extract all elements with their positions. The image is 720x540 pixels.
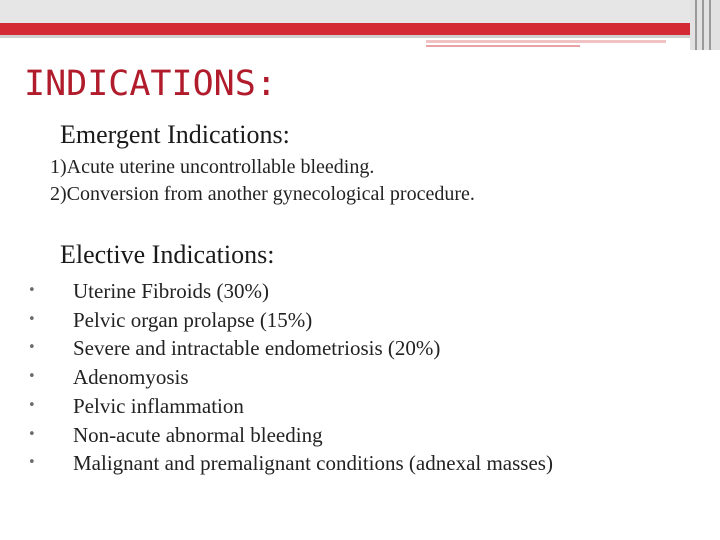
list-item	[28, 449, 628, 478]
corner-stripes	[690, 0, 720, 50]
elective-heading: Elective Indications:	[60, 240, 275, 269]
list-item-text: Adenomyosis	[73, 365, 189, 390]
emergent-heading: Emergent Indications:	[60, 120, 290, 149]
list-item-text: Malignant and premalignant conditions (adnexal masses)	[73, 451, 553, 476]
bullet-icon: •	[28, 397, 36, 413]
list-item	[28, 277, 628, 306]
slide-title: INDICATIONS:	[24, 64, 277, 104]
top-grey-line	[0, 35, 720, 38]
emergent-item: 2)Conversion from another gynecological procedure.	[50, 183, 475, 205]
list-item	[28, 334, 628, 363]
bullet-icon: •	[28, 455, 36, 471]
top-red-band	[0, 23, 720, 35]
list-item-text: Non-acute abnormal bleeding	[73, 422, 323, 447]
list-item-text: Pelvic organ prolapse (15%)	[73, 307, 313, 332]
elective-list	[28, 277, 628, 478]
bullet-icon: •	[28, 283, 36, 298]
bullet-icon: •	[28, 369, 36, 385]
list-item-text: Severe and intractable endometriosis (20%)	[73, 336, 441, 361]
accent-line-pink	[426, 40, 666, 43]
list-item	[28, 306, 628, 335]
bullet-icon: •	[28, 426, 36, 442]
list-item	[28, 392, 628, 421]
top-grey-band	[0, 0, 720, 23]
list-item-text: Uterine Fibroids (30%)	[73, 279, 269, 303]
list-item	[28, 363, 628, 392]
emergent-item: 1)Acute uterine uncontrollable bleeding.	[50, 156, 375, 178]
bullet-icon: •	[28, 340, 36, 356]
bullet-icon: •	[28, 311, 36, 327]
emergent-list	[50, 154, 475, 208]
list-item-text: Pelvic inflammation	[73, 393, 244, 418]
accent-line-pink-short	[426, 45, 580, 47]
list-item	[28, 421, 628, 450]
